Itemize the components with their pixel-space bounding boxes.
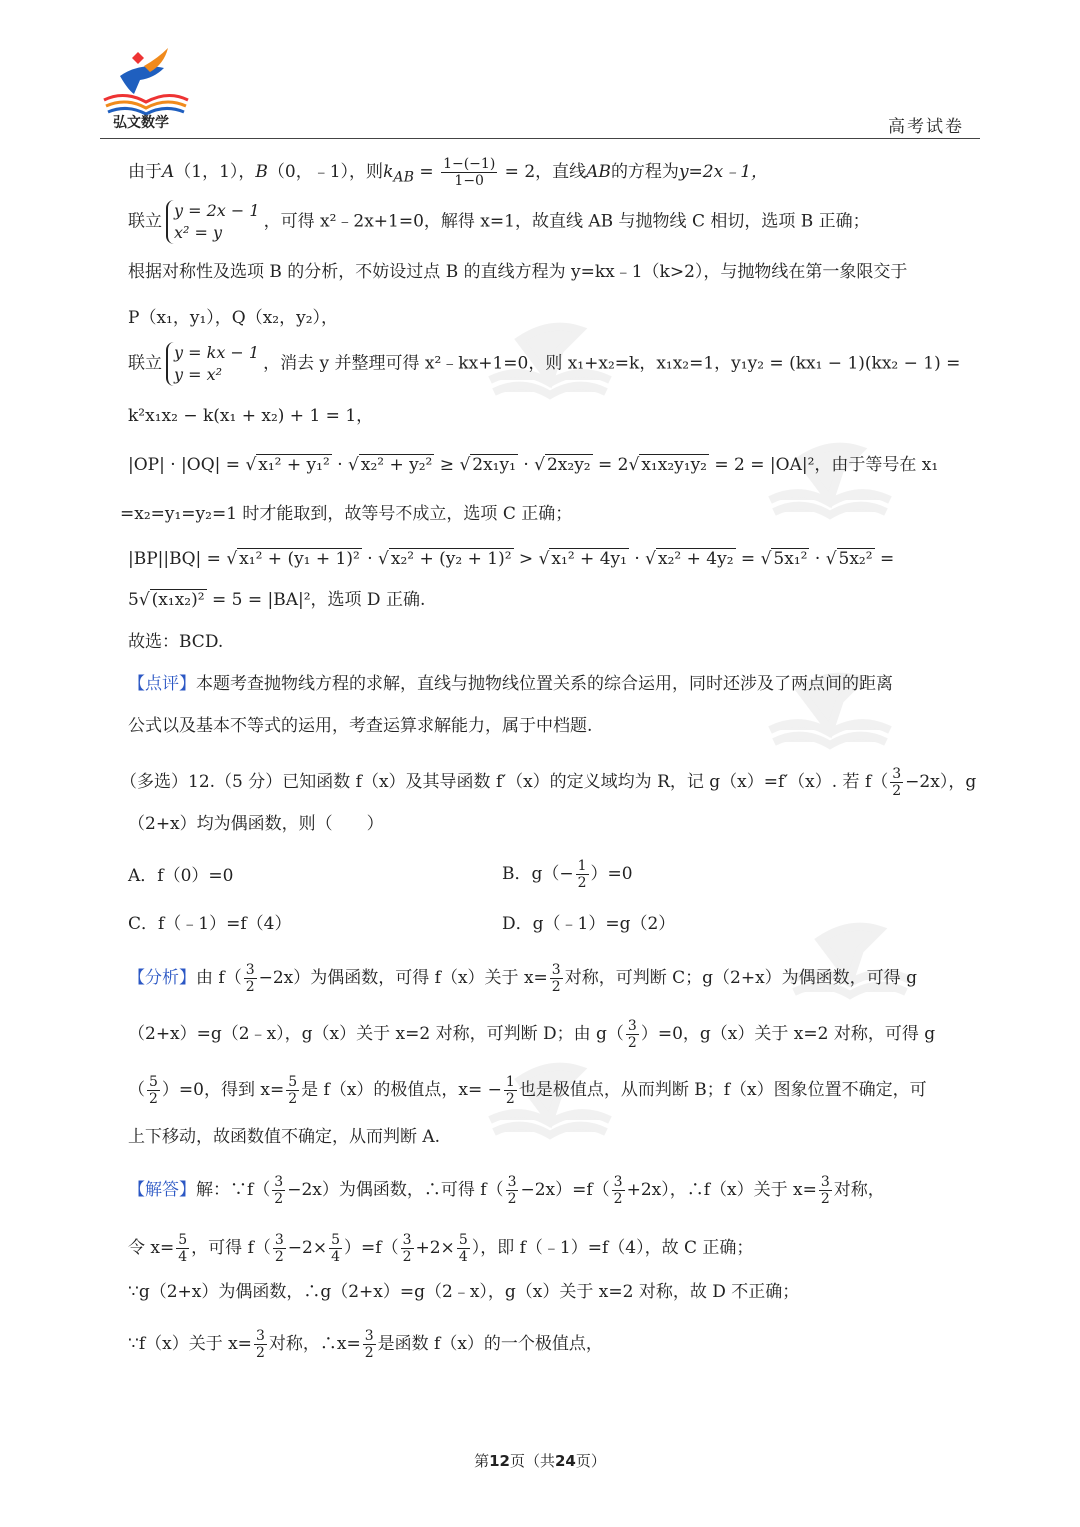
option-a: A．f（0）=0 [128, 866, 234, 886]
fraction: $\frac{3}{2}$ [402, 1232, 412, 1265]
option-d: D．g（﹣1）=g（2） [502, 914, 676, 934]
analysis-line-2: （2+x）=g（2﹣x），g（x）关于 x=2 对称，可判断 D；由 g（ $\frac{3}{2}$ ）=0，g（x）关于 x=2 对称，可得 g [128, 1018, 936, 1051]
equation-system: y = 2x − 1 x² = y [166, 200, 260, 244]
fraction: $\frac{5}{2}$ [149, 1074, 158, 1107]
watermark-logo [760, 420, 900, 540]
line-10: 5√ (x₁x₂)² = 5 = |BA|²，选项 D 正确. [128, 590, 426, 610]
line-1: 由于A（1，1），B（0，﹣1），则$k_{AB}$ = $\frac{1-(-1)}{1-0}$ = 2，直线AB的方程为y=2x﹣1， [128, 156, 769, 189]
fraction: $\frac{3}{2}$ [627, 1018, 637, 1051]
fraction: $\frac{1}{2}$ [505, 1074, 515, 1107]
option-c: C．f（﹣1）=f（4） [128, 914, 292, 934]
comment-line-2: 公式以及基本不等式的运用，考查运算求解能力，属于中档题. [128, 716, 593, 736]
fraction: $\frac{3}{2}$ [364, 1328, 374, 1361]
fraction: $\frac{1-(-1)}{1-0}$ [443, 156, 496, 189]
analysis-line-1: 【分析】由 f（ $\frac{3}{2}$ −2x）为偶函数，可得 f（x）关于 x= $\frac{3}{2}$ 对称，可判断 C；g（2+x）为偶函数，可得 g [128, 962, 917, 995]
analysis-line-4: 上下移动，故函数值不确定，从而判断 A. [128, 1127, 441, 1147]
question-12-line-1: （多选）12.（5 分）已知函数 f（x）及其导函数 f′（x）的定义域均为 R，记 g（x）=f′（x）. 若 f（ $\frac{3}{2}$ −2x），g [120, 766, 977, 799]
fraction: $\frac{3}{2}$ [892, 766, 902, 799]
fraction: $\frac{3}{2}$ [274, 1232, 284, 1265]
line-8: =x₂=y₁=y₂=1 时才能取到，故等号不成立，选项 C 正确； [120, 504, 573, 524]
fraction: $\frac{3}{2}$ [613, 1174, 623, 1207]
fraction: $\frac{3}{2}$ [507, 1174, 517, 1207]
equation-system: y = kx − 1 y = x² [166, 342, 259, 386]
fraction: $\frac{3}{2}$ [274, 1174, 284, 1207]
watermark-logo [760, 650, 900, 770]
fraction: $\frac{5}{4}$ [178, 1232, 188, 1265]
fraction: $\frac{5}{4}$ [331, 1232, 341, 1265]
fraction: $\frac{3}{2}$ [245, 962, 255, 995]
watermark-logo [780, 900, 920, 1020]
fraction: $\frac{3}{2}$ [551, 962, 561, 995]
comment-line-1: 【点评】本题考查抛物线方程的求解，直线与抛物线位置关系的综合运用，同时还涉及了两点间的距离 [128, 674, 893, 694]
brand-name: 弘文数学 [113, 115, 169, 131]
line-6: k²x₁x₂ − k(x₁ + x₂) + 1 = 1， [128, 406, 374, 426]
document-type: 高考试卷 [888, 117, 964, 137]
header-rule [100, 138, 980, 139]
fraction: $\frac{3}{2}$ [820, 1174, 830, 1207]
page-footer: 第12页（共24页） [474, 1452, 606, 1470]
line-7: |OP| · |OQ| = √ x₁² + y₁² · √ x₂² + y₂² ≥ √ 2x₁y₁ · √ 2x₂y₂ = 2√ x₁x₂y₁y₂ = 2 = |OA|²，由于等号在 x₁ [128, 455, 939, 475]
line-9: |BP||BQ| = √ x₁² + (y₁ + 1)² · √ x₂² + (y₂ + 1)² > √ x₁² + 4y₁ · √ x₂² + 4y₂ = √ 5x₁² · √ 5x₂² = [128, 549, 895, 569]
line-3: 根据对称性及选项 B 的分析，不妨设过点 B 的直线方程为 y=kx﹣1（k>2），与抛物线在第一象限交于 [128, 262, 908, 282]
line-2: 联立 y = 2x − 1 x² = y ，可得 x²﹣2x+1=0，解得 x=1，故直线 AB 与抛物线 C 相切，选项 B 正确； [128, 201, 870, 242]
solution-line-3: ∵g（2+x）为偶函数，∴g（2+x）=g（2﹣x），g（x）关于 x=2 对称，故 D 不正确； [128, 1282, 800, 1302]
solution-line-4: ∵f（x）关于 x= $\frac{3}{2}$ 对称，∴x= $\frac{3}{2}$ 是函数 f（x）的一个极值点， [128, 1328, 603, 1361]
line-5: 联立 y = kx − 1 y = x² ，消去 y 并整理可得 x²﹣kx+1=0，则 x₁+x₂=k，x₁x₂=1，y₁y₂ = (kx₁ − 1)(kx₂ − 1) = [128, 343, 961, 384]
fraction: $\frac{5}{2}$ [288, 1074, 298, 1107]
fraction: $\frac{5}{4}$ [458, 1232, 468, 1265]
fraction: $\frac{3}{2}$ [255, 1328, 265, 1361]
solution-line-1: 【解答】解：∵f（ $\frac{3}{2}$ −2x）为偶函数，∴可得 f（ $\frac{3}{2}$ −2x）=f（ $\frac{3}{2}$ +2x），∴f（x）关于 x= $\frac{3}{2}$ 对称， [128, 1174, 885, 1207]
analysis-line-3: （ $\frac{5}{2}$ ）=0，得到 x= $\frac{5}{2}$ 是 f（x）的极值点，x= − $\frac{1}{2}$ 也是极值点，从而判断 B；f（x）图象位置不确定，可 [128, 1074, 927, 1107]
question-12-line-2: （2+x）均为偶函数，则（ ） [128, 814, 384, 834]
solution-line-2: 令 x= $\frac{5}{4}$ ，可得 f（ $\frac{3}{2}$ −2× $\frac{5}{4}$ ）=f（ $\frac{3}{2}$ +2× $\frac{5}{4}$ ），即 f（﹣1）=f（4），故 C 正确； [128, 1232, 754, 1265]
line-4: P（x₁，y₁），Q（x₂，y₂）， [128, 308, 339, 328]
fraction: $\frac{1}{2}$ [577, 858, 587, 891]
line-11: 故选：BCD. [128, 632, 224, 652]
option-b: B．g（− $\frac{1}{2}$ ）=0 [502, 858, 633, 891]
